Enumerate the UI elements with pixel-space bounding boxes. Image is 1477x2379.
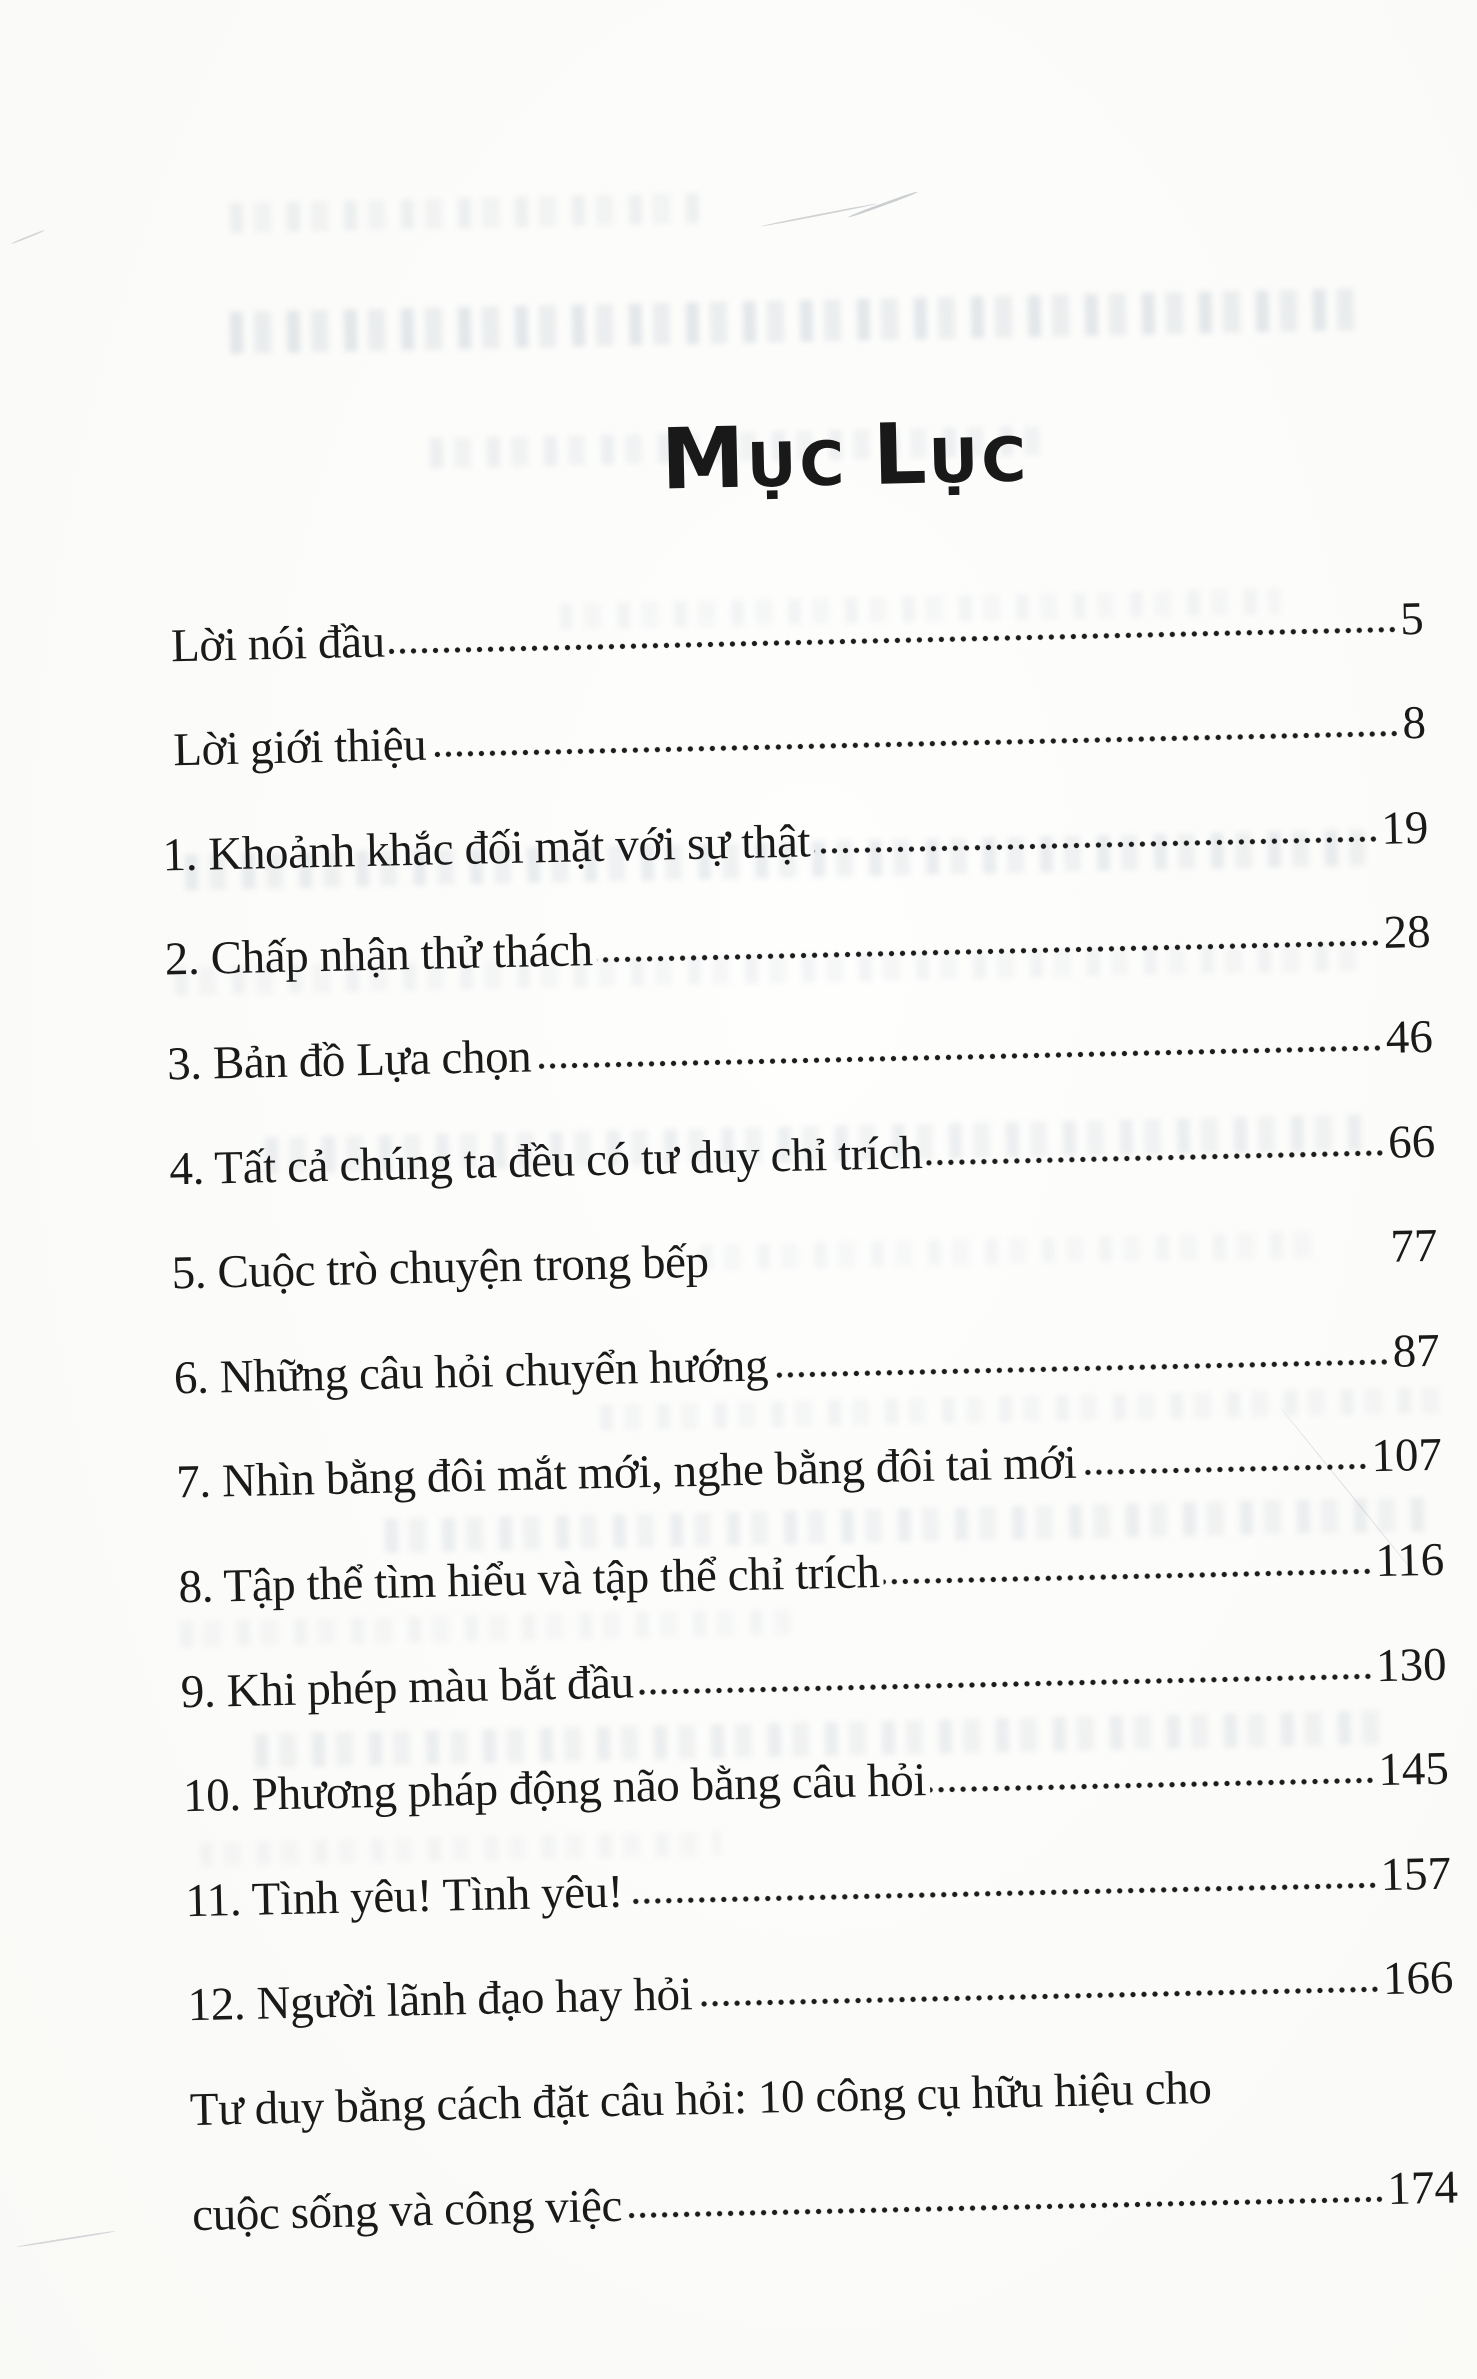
toc-entry-label: Lời nói đầu: [170, 615, 386, 672]
title-word1-rest: ỤC: [746, 428, 849, 503]
toc-entry-page: 107: [1370, 1429, 1443, 1483]
dot-leader: [930, 1774, 1376, 1796]
dot-leader: [772, 1356, 1390, 1381]
toc-entry-page: 66: [1387, 1115, 1436, 1169]
toc-entry-label: 6. Những câu hỏi chuyển hướng: [173, 1339, 769, 1405]
toc-entry-label: cuộc sống và công việc: [191, 2179, 623, 2241]
toc-entry-label: 1. Khoảnh khắc đối mặt với sự thật: [161, 815, 811, 882]
toc-entry-label: 9. Khi phép màu bắt đầu: [180, 1655, 635, 1718]
dot-leader: [713, 1251, 1388, 1278]
dot-leader: [883, 1565, 1372, 1588]
toc-entry-page: 166: [1382, 1951, 1454, 2006]
toc-entry-page: 5: [1399, 592, 1425, 646]
dot-leader: [926, 1146, 1385, 1168]
toc-entry-page: 46: [1385, 1010, 1434, 1064]
toc-entry-label: Lời giới thiệu: [172, 718, 427, 777]
toc-entry-page: 116: [1374, 1533, 1445, 1588]
toc-entry-page: 28: [1382, 906, 1432, 960]
toc-entry-page: 77: [1389, 1219, 1438, 1273]
dot-leader: [1080, 1461, 1368, 1479]
title-word2-rest: ỤC: [927, 424, 1030, 499]
toc-entry-page: 145: [1377, 1742, 1450, 1797]
toc-entry-page: 87: [1392, 1324, 1441, 1378]
toc-entry-page: 8: [1401, 697, 1427, 750]
toc-entry-label: 5. Cuộc trò chuyện trong bếp: [171, 1235, 710, 1300]
toc-entry-label: 11. Tình yêu! Tình yêu!: [184, 1865, 624, 1927]
dot-leader: [1215, 2087, 1453, 2104]
dot-leader: [696, 1983, 1380, 2010]
toc-entry-page: 174: [1386, 2161, 1459, 2215]
dot-leader: [535, 1042, 1383, 1072]
toc-entry-page: 19: [1380, 801, 1429, 855]
toc-entry-label: 10. Phương pháp động não bằng câu hỏi: [182, 1754, 927, 1823]
toc-entry-page: 130: [1375, 1638, 1448, 1692]
page-title: [211, 397, 1477, 524]
dot-leader: [597, 937, 1381, 966]
table-of-contents: [156, 543, 1458, 2244]
dot-leader: [626, 2193, 1385, 2222]
toc-entry-label: 4. Tất cả chúng ta đều có tư duy chỉ trích: [168, 1126, 923, 1195]
toc-entry-page: 157: [1380, 1847, 1452, 1901]
toc-entry-label: 3. Bản đồ Lựa chọn: [166, 1030, 532, 1091]
dot-leader: [638, 1670, 1374, 1698]
title-word2-initial: L: [871, 405, 930, 505]
toc-entry-label: 8. Tập thể tìm hiểu và tập thể chỉ trích: [177, 1545, 880, 1614]
toc-entry-label: Tư duy bằng cách đặt câu hỏi: 10 công cụ hữu hiệu cho: [189, 2061, 1212, 2137]
dot-leader: [627, 1879, 1378, 1907]
dot-leader: [814, 833, 1379, 857]
toc-entry-label: 7. Nhìn bằng đôi mắt mới, nghe bằng đôi tai mới: [175, 1437, 1077, 1509]
title-word1-initial: M: [660, 409, 748, 509]
toc-entry-label: 2. Chấp nhận thử thách: [164, 924, 594, 986]
toc-entry-label: 12. Người lãnh đạo hay hỏi: [187, 1968, 693, 2032]
